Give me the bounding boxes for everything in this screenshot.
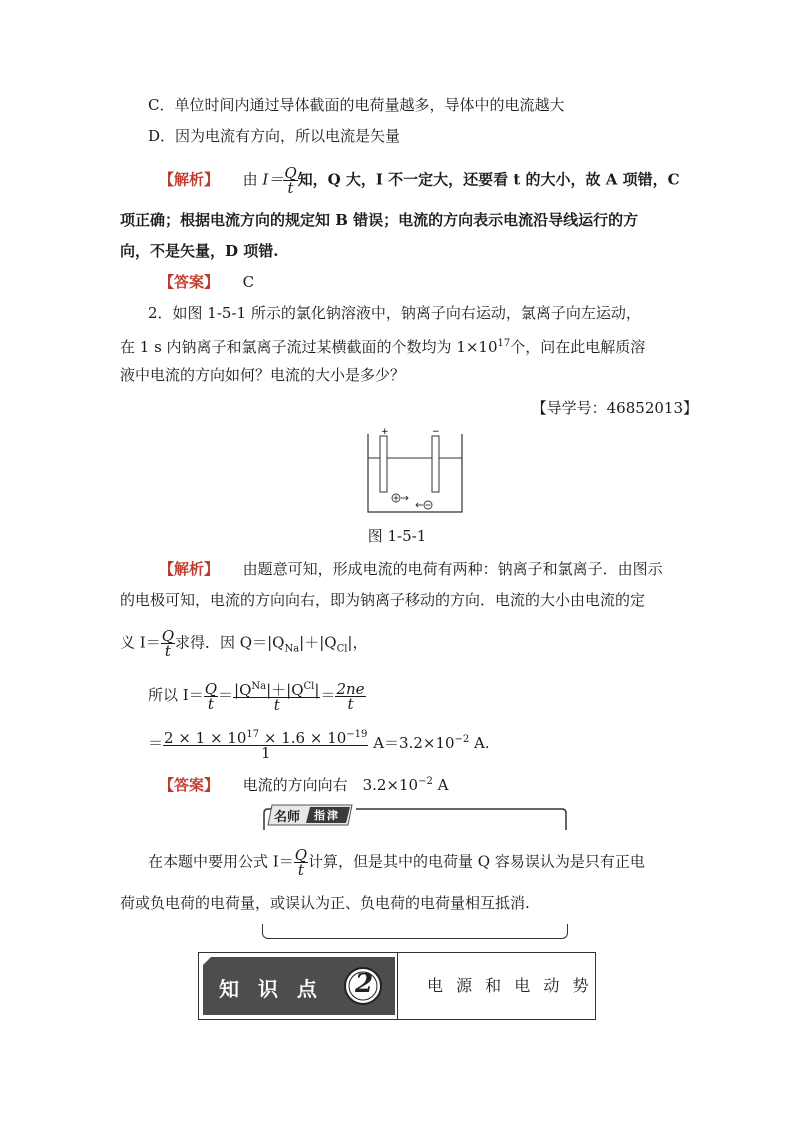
analysis-1-line-3: 向，不是矢量，D 项错. [120, 242, 279, 260]
knowledge-point-box [198, 952, 596, 1020]
positive-electrode [380, 436, 387, 492]
answer-1 [159, 271, 254, 293]
minus-label: − [432, 427, 440, 437]
divider [397, 953, 398, 1019]
tip-bracket [262, 924, 568, 939]
analysis-2-line-1 [159, 558, 663, 580]
answer-value: C [242, 273, 255, 291]
analysis-1-line-1 [159, 166, 680, 195]
analysis-tag: 【解析】 [159, 170, 220, 189]
negative-electrode [432, 436, 439, 492]
question-2-line-1: 2．如图 1-5-1 所示的氯化钠溶液中，钠离子向右运动，氯离子向左运动， [148, 304, 641, 322]
plus-label: + [381, 427, 389, 437]
answer-value: 电流的方向向右 3.2×10 [242, 776, 419, 794]
tip-line-1: 在本题中要用公式 I＝ $\frac{Q}{t}$ 计算，但是其中的电荷量 Q 容易误认为是只有正电 [148, 846, 645, 879]
analysis-2-line-2: 的电极可知，电流的方向向右，即为钠离子移动的方向．电流的大小由电流的定 [120, 591, 646, 609]
knowledge-point-number: 2 [355, 969, 374, 999]
tip-line-2: 荷或负电荷的电荷量，或误认为正、负电荷的电荷量相互抵消. [120, 894, 530, 912]
analysis-1-line-2: 项正确；根据电流方向的规定知 B 错误；电流的方向表示电流沿导线运行的方 [120, 211, 639, 229]
answer-tag: 【答案】 [159, 273, 220, 291]
reference-number: 【导学号：46852013】 [531, 399, 698, 417]
formula-fraction: $\frac{Q}{t}$ [284, 164, 297, 197]
analysis-2-line-3: 义 I＝ $\frac{Q}{t}$ 求得．因 $Q=|Q_{Na}|+|Q_{Cl}|$， [120, 627, 368, 660]
option-c: C．单位时间内通过导体截面的电荷量越多，导体中的电流越大 [148, 96, 565, 114]
knowledge-point-label: 知 识 点 [219, 977, 323, 1001]
formula-lhs: I＝ [262, 170, 284, 189]
option-d: D．因为电流有方向，所以电流是矢量 [148, 127, 401, 145]
question-2-line-2: 在 1 s 内钠离子和氯离子流过某横截面的个数均为 $1\times 10^{17}$个，问在此电解质溶 [120, 338, 646, 356]
knowledge-point-title: 电 源 和 电 动 势 [427, 976, 593, 995]
analysis-text: 知，Q 大，I 不一定大，还要看 t 的大小，故 A 项错，C [297, 170, 680, 189]
answer-2: 【答案】 电流的方向向右 $3.2\times 10^{-2}$ A [159, 776, 449, 794]
question-2-line-3: 液中电流的方向如何？电流的大小是多少？ [120, 366, 406, 384]
analysis-text: 由 [242, 170, 258, 189]
tip-title: 名师 [274, 810, 301, 825]
analysis-text: 由题意可知，形成电流的电荷有两种：钠离子和氯离子．由图示 [242, 560, 663, 578]
answer-tag: 【答案】 [159, 776, 220, 794]
tip-frame [262, 803, 568, 831]
analysis-tag: 【解析】 [159, 560, 220, 578]
electrolysis-figure [360, 426, 470, 518]
analysis-2-line-4: 所以 I＝ $\frac{Q}{t}$ ＝ $\frac{|Q^{Na}|+|Q^{Cl}|}{t}$ ＝ $\frac{2ne}{t}$ [148, 679, 365, 714]
tip-header [262, 803, 568, 831]
tip-subtitle: 指津 [314, 809, 340, 822]
analysis-2-line-5: ＝ $\frac{2 \times 1 \times 10^{17} \times 1.6 \times 10^{-19}}{1}$ $A=3.2\times 10^{-2}$ A. [148, 729, 490, 762]
figure-caption: 图 1-5-1 [367, 527, 427, 545]
knowledge-point-label-bg [203, 957, 395, 1015]
